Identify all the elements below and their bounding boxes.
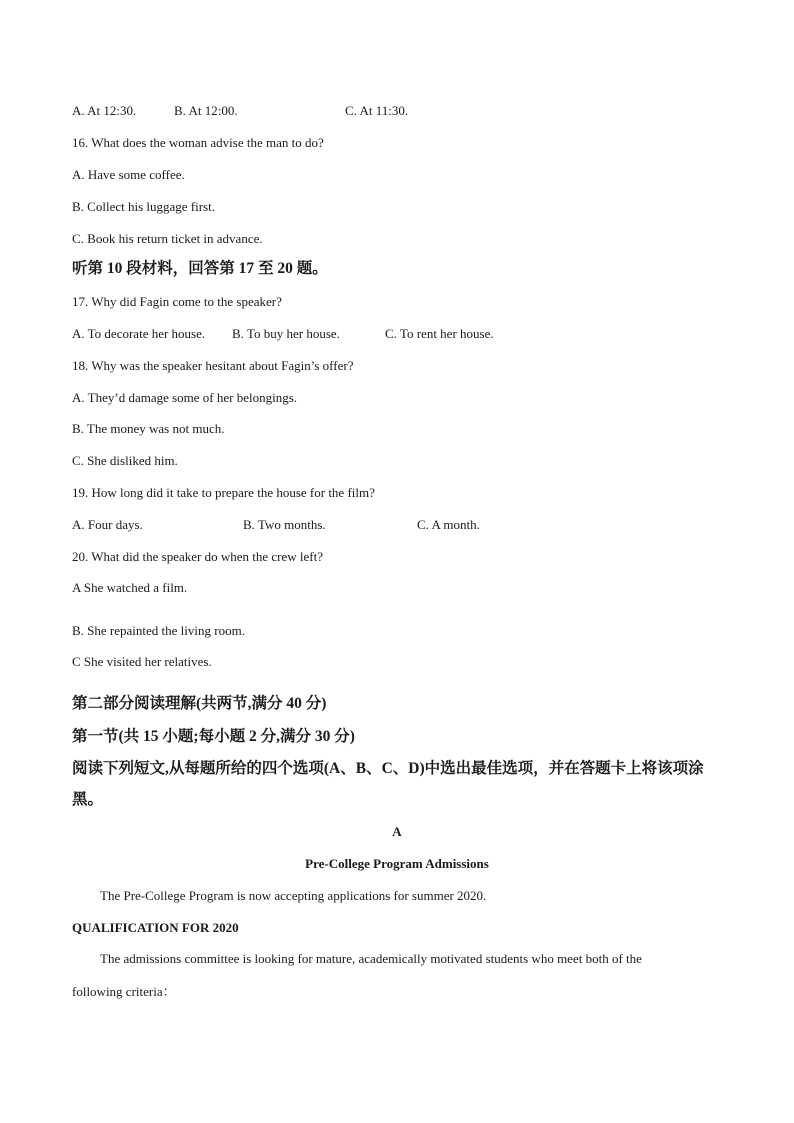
q18-question: 18. Why was the speaker hesitant about Fagin’s offer? [72,358,354,373]
q19-option-c: C. A month. [417,517,480,532]
q17-option-c: C. To rent her house. [385,326,494,341]
passage-intro: The Pre-College Program is now accepting applications for summer 2020. [100,888,487,903]
q16-option-c: C. Book his return ticket in advance. [72,231,263,246]
q15-option-b: B. At 12:00. [174,103,238,118]
q19-question: 19. How long did it take to prepare the house for the film? [72,485,375,500]
section1-heading: 第一节(共 15 小题;每小题 2 分,满分 30 分) [72,728,355,745]
q19-option-a: A. Four days. [72,517,143,532]
q16-option-a: A. Have some coffee. [72,167,185,182]
q20-option-c: C She visited her relatives. [72,654,212,669]
part2-heading: 第二部分阅读理解(共两节,满分 40 分) [72,695,327,712]
q17-option-b: B. To buy her house. [232,326,340,341]
q18-option-a: A. They’d damage some of her belongings. [72,390,298,405]
q20-option-b: B. She repainted the living room. [72,623,245,638]
passage-body-line1: The admissions committee is looking for mature, academically motivated students who meet both of the [100,951,642,966]
section10-heading: 听第 10 段材料，回答第 17 至 20 题。 [72,260,328,277]
passage-letter: A [392,824,402,839]
q18-option-b: B. The money was not much. [72,421,225,436]
q15-option-a: A. At 12:30. [72,103,137,118]
qualification-heading: QUALIFICATION FOR 2020 [72,920,239,935]
instructions-line1: 阅读下列短文,从每题所给的四个选项(A、B、C、D)中选出最佳选项，并在答题卡上将该项涂 [72,760,704,777]
q18-option-c: C. She disliked him. [72,453,178,468]
q17-option-a: A. To decorate her house. [72,326,206,341]
q20-option-a: A She watched a film. [72,580,188,595]
passage-body-line2: following criteria： [72,984,176,999]
q15-option-c: C. At 11:30. [345,103,409,118]
q16-option-b: B. Collect his luggage first. [72,199,215,214]
instructions-line2: 黑。 [72,791,104,808]
q20-question: 20. What did the speaker do when the crew left? [72,549,323,564]
passage-title: Pre-College Program Admissions [305,856,489,871]
q19-option-b: B. Two months. [243,517,326,532]
q16-question: 16. What does the woman advise the man to do? [72,135,324,150]
q17-question: 17. Why did Fagin come to the speaker? [72,294,282,309]
